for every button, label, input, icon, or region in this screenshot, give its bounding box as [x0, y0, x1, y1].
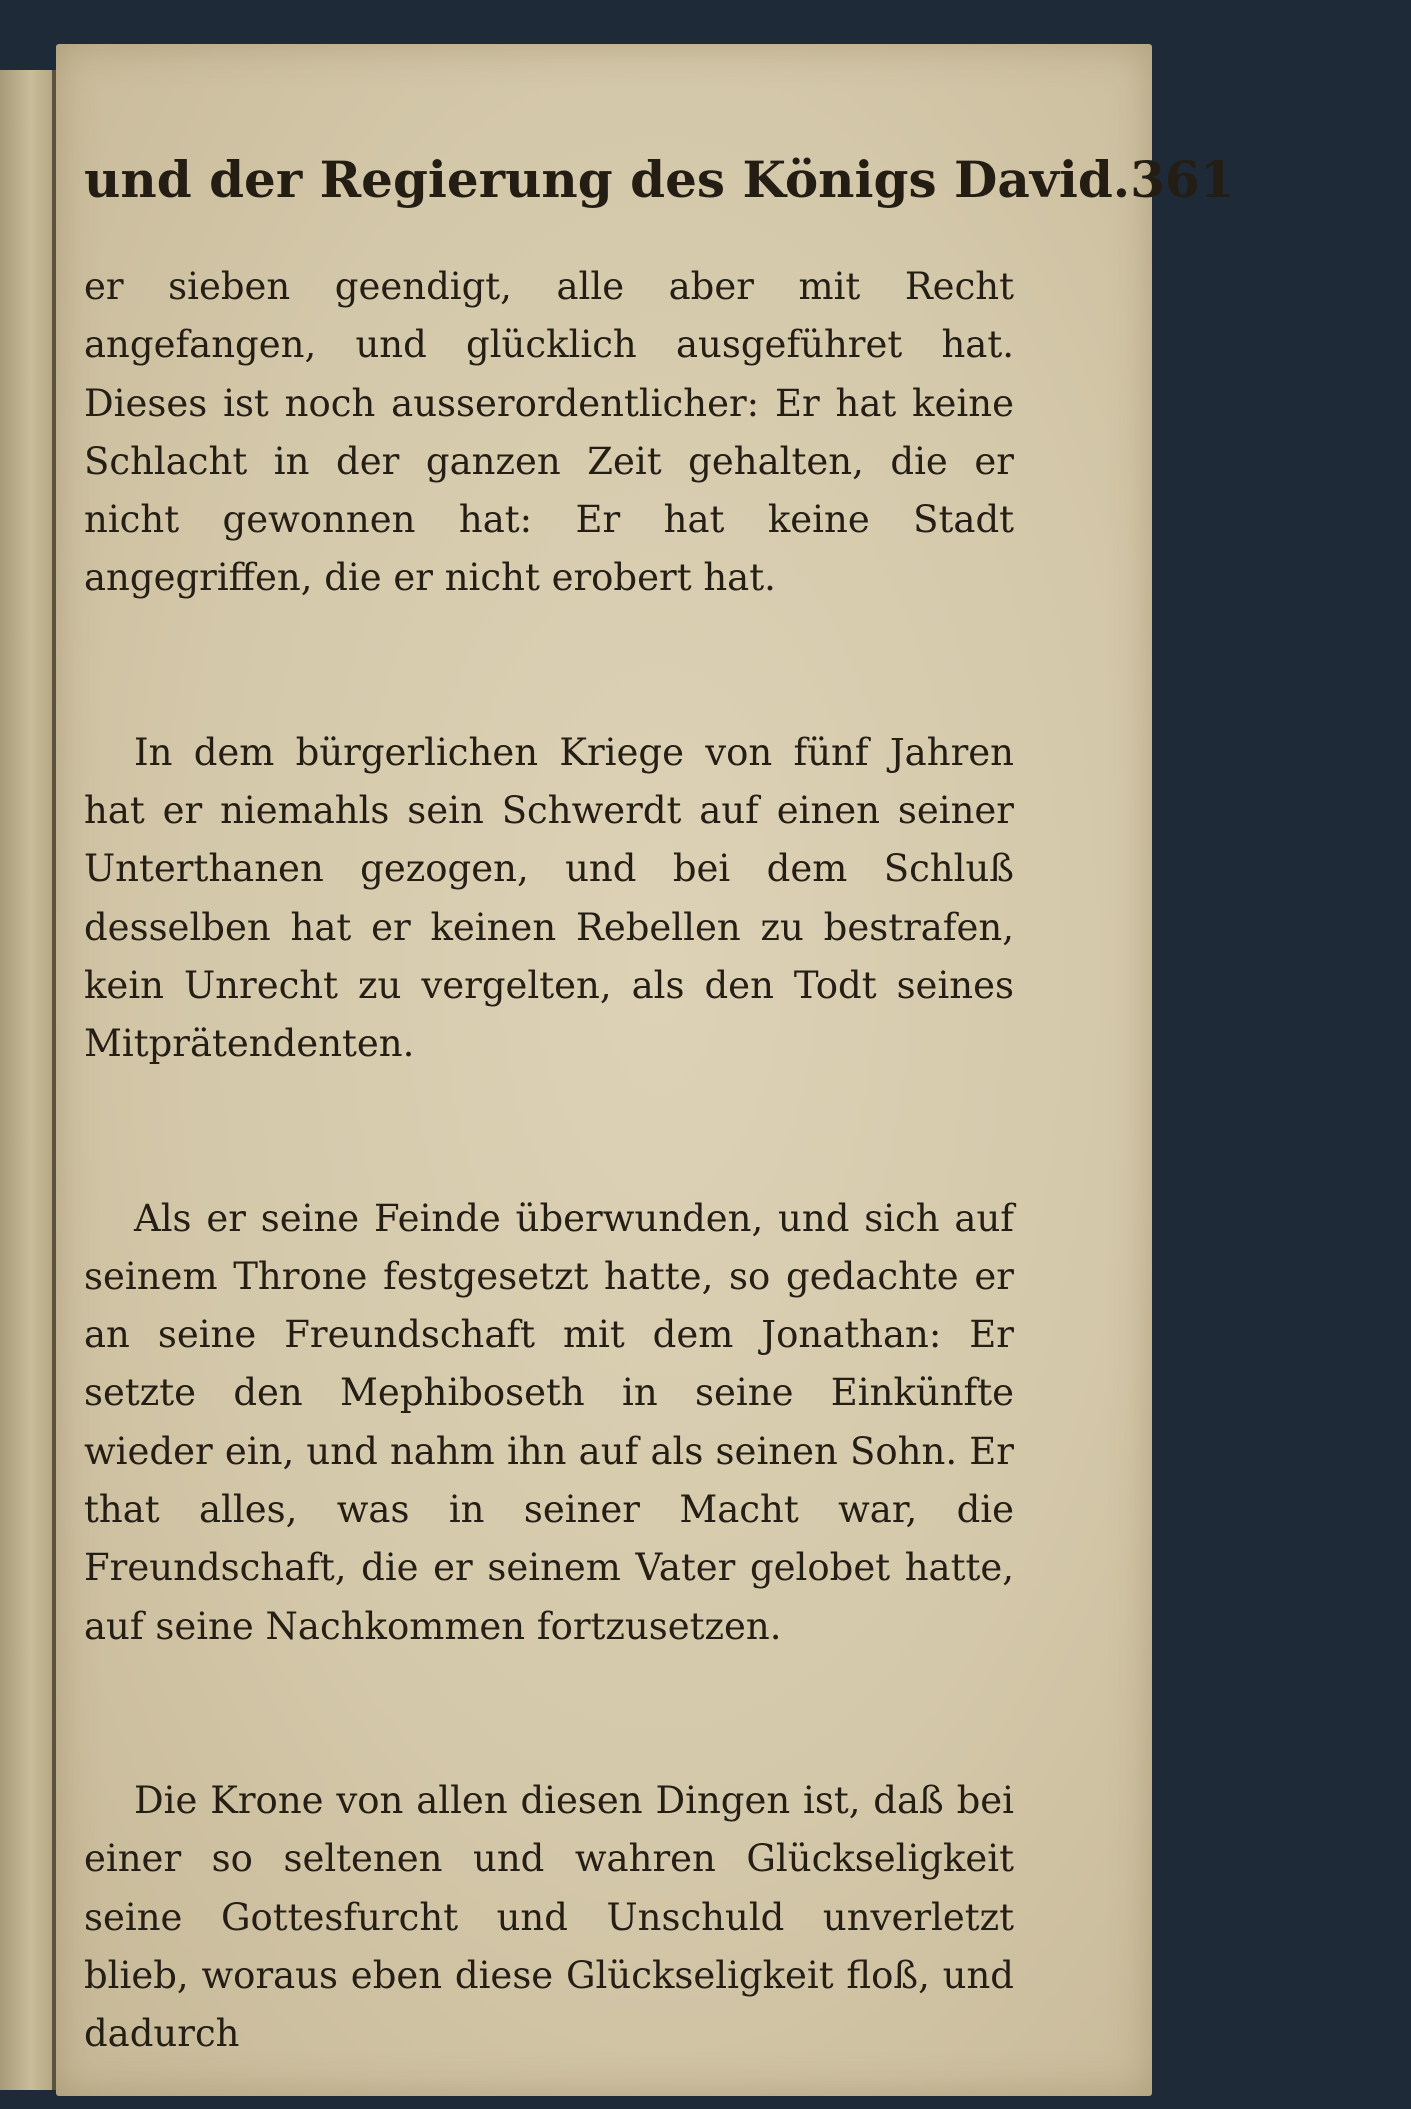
paragraph: In dem bürgerlichen Kriege von fünf Jahren hat er niemahls sein Schwerdt auf einen seiner Unterthanen gezogen, und bei dem Schluß desselben hat er keinen Rebellen zu bestrafen, kein Unrecht zu vergelten, als den Todt seines Mitprätendenten. — [84, 730, 1014, 1066]
paragraph: er sieben geendigt, alle aber mit Recht angefangen, und glücklich ausgeführet hat. Dieses ist noch ausserordentlicher: Er hat keine Schlacht in der ganzen Zeit gehalten, die er nicht gewonnen hat: Er hat keine Stadt angegriffen, die er nicht erobert hat. — [84, 265, 1014, 600]
page-number: 361 — [1130, 150, 1235, 209]
page-body — [84, 258, 1014, 2063]
paragraph: Als er seine Feinde überwunden, und sich auf seinem Throne festgesetzt hatte, so gedachte er an seine Freundschaft mit dem Jonathan: Er setzte den Mephiboseth in seine Einkünfte wieder ein, und nahm ihn auf als seinen Sohn. Er that alles, was in seiner Macht war, die Freundschaft, die er seinem Vater gelobet hatte, auf seine Nachkommen fortzusetzen. — [84, 1196, 1014, 1648]
previous-page-edge — [0, 70, 54, 2090]
paragraph: Die Krone von allen diesen Dingen ist, daß bei einer so seltenen und wahren Glückseligkeit seine Gottesfurcht und Unschuld unverletzt blieb, woraus eben diese Glückseligkeit floß, und dadurch — [84, 1778, 1014, 2056]
running-title: und der Regierung des Königs David. — [84, 150, 1131, 209]
page-header — [84, 150, 1235, 209]
